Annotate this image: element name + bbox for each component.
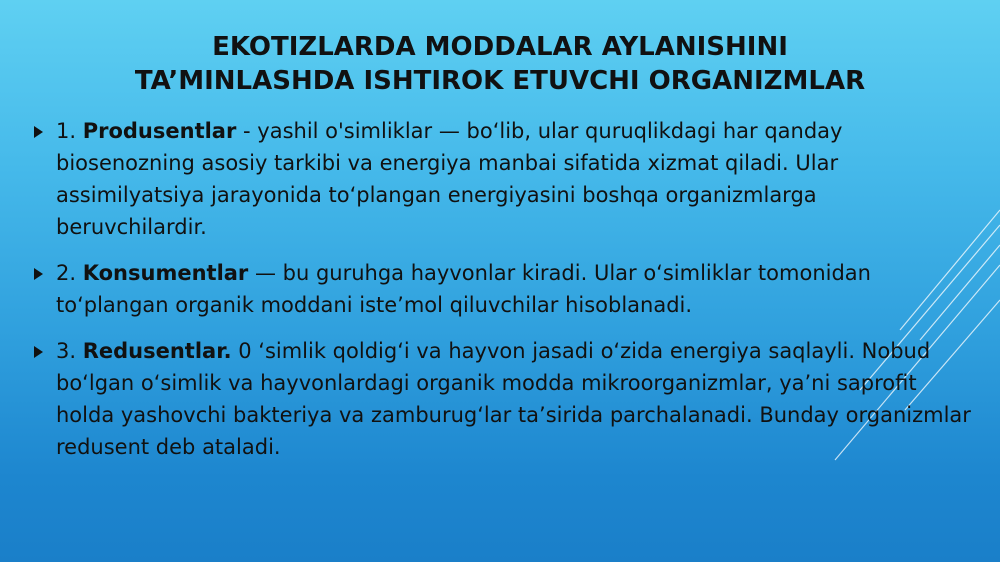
bullet-term: Produsentlar	[82, 119, 237, 143]
bullet-konsumentlar	[34, 257, 974, 321]
bullet-prefix: 2.	[56, 261, 83, 285]
title-line-1: EKOTIZLARDA MODDALAR AYLANISHINI	[212, 32, 788, 62]
bullet-term: Konsumentlar	[82, 261, 249, 285]
bullet-prefix: 1.	[56, 119, 83, 143]
bullet-produsentlar	[34, 115, 974, 243]
bullet-list	[34, 115, 974, 477]
bullet-redusentlar	[34, 335, 974, 463]
triangle-bullet-icon	[34, 268, 43, 280]
bullet-text: 0 ‘simlik qoldig‘i va hayvon jasadi o‘zida energiya saqlayli. Nobud bo‘lgan o‘simlik va hayvonlardagi organik modda mikroorganizmlar, ya’ni saprofit holda yashovchi bakteriya va zamburug‘lar ta’sirida parchalanadi. Bunday organizmlar redusent deb ataladi.	[56, 339, 971, 459]
bullet-prefix: 3.	[56, 339, 83, 363]
triangle-bullet-icon	[34, 346, 43, 358]
bullet-text: — bu guruhga hayvonlar kiradi. Ular o‘simliklar tomonidan to‘plangan organik moddani iste’mol qiluvchilar hisoblanadi.	[56, 261, 871, 317]
slide-title	[40, 30, 960, 98]
bullet-term: Redusentlar.	[82, 339, 232, 363]
triangle-bullet-icon	[34, 126, 43, 138]
title-line-2: TA’MINLASHDA ISHTIROK ETUVCHI ORGANIZMLAR	[134, 66, 866, 96]
bullet-text: - yashil o'simliklar — bo‘lib, ular quruqlikdagi har qanday biosenozning asosiy tarkibi va energiya manbai sifatida xizmat qiladi. Ular assimilyatsiya jarayonida to‘plangan energiyasini boshqa organizmlarga beruvchilardir.	[56, 119, 843, 239]
